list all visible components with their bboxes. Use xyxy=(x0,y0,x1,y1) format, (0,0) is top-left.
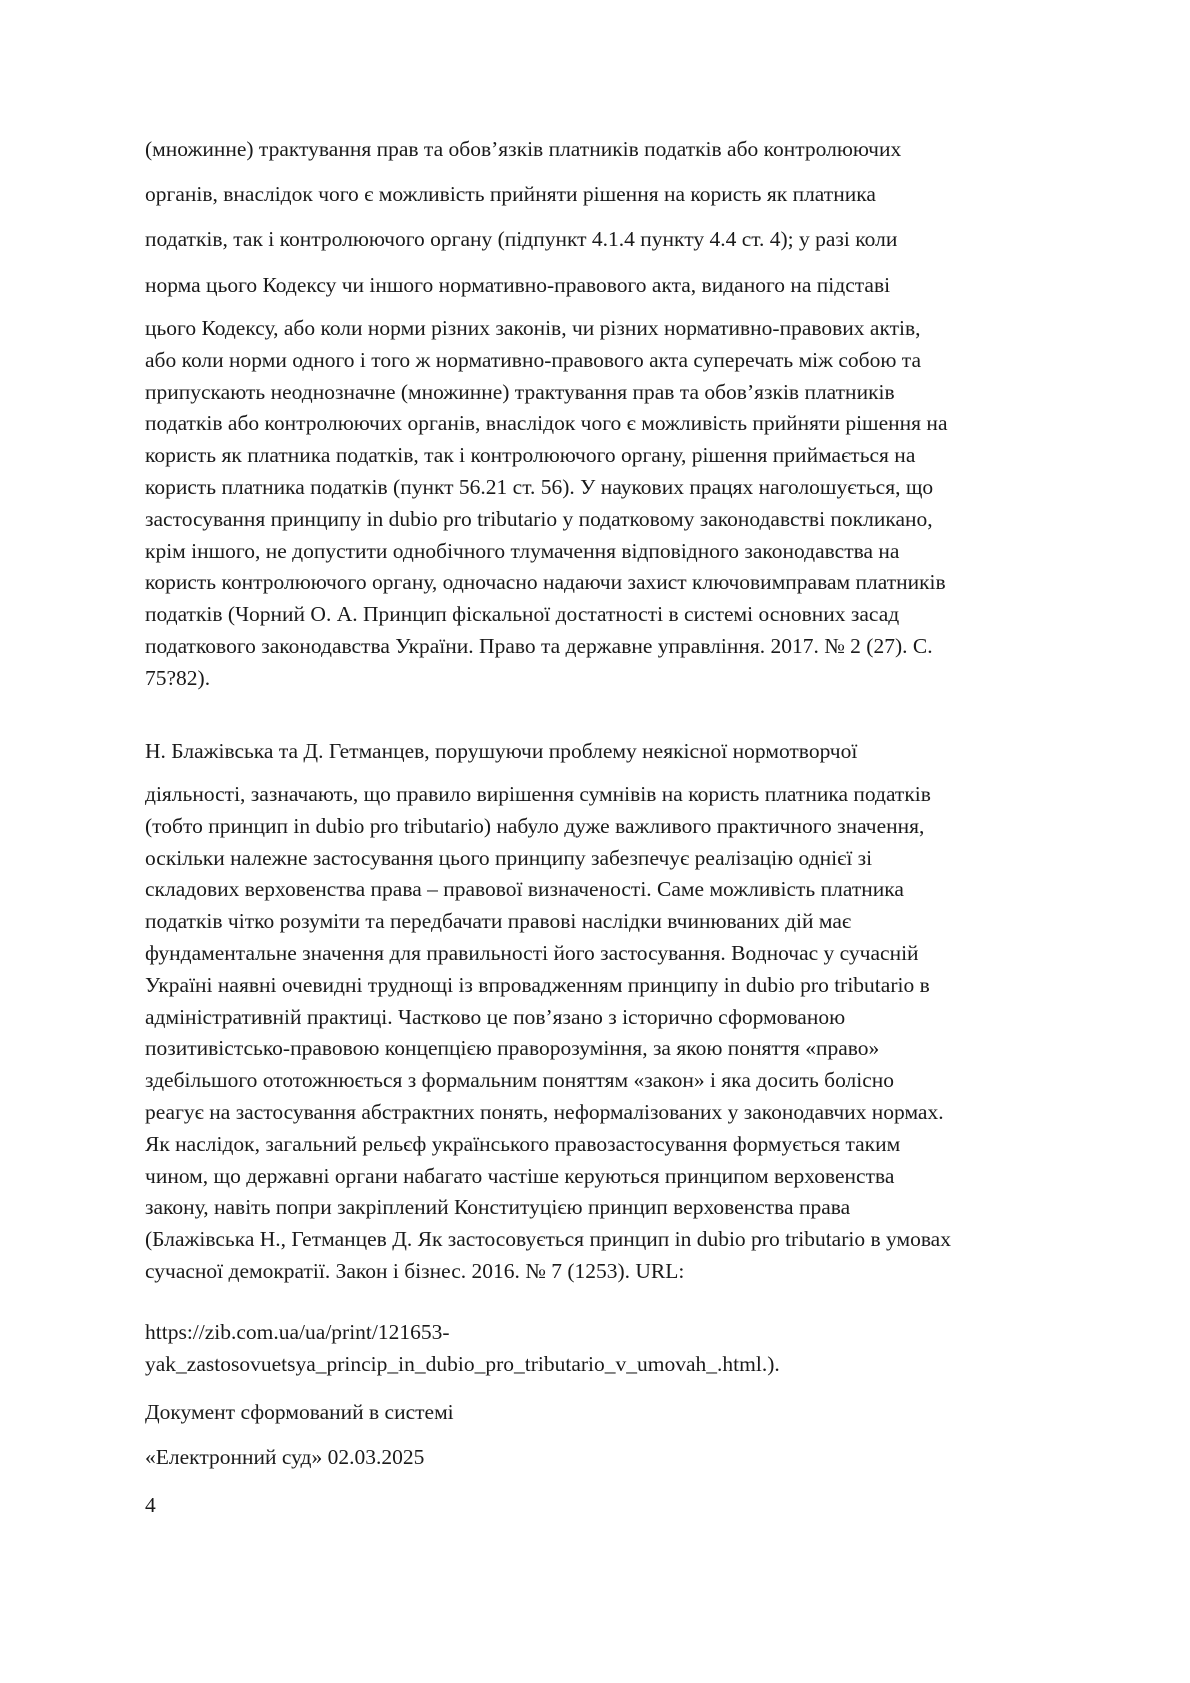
text-line: податків (Чорний О. А. Принцип фіскальної достатності в системі основних засад xyxy=(145,602,900,627)
paragraph-blazhivska xyxy=(145,779,1050,1288)
text-line: фундаментальне значення для правильності його застосування. Водночас у сучасній xyxy=(145,940,919,965)
text-line: здебільшого ототожнюється з формальним поняттям «закон» і яка досить болісно xyxy=(145,1068,895,1093)
text-line: сучасної демократії. Закон і бізнес. 2016. № 7 (1253). URL: xyxy=(145,1258,685,1283)
text-line: Н. Блажівська та Д. Гетманцев, порушуючи проблему неякісної нормотворчої xyxy=(145,739,858,763)
text-line: податкового законодавства України. Право та державне управління. 2017. № 2 (27). С. xyxy=(145,633,933,658)
text-line: реагує на застосування абстрактних понять, неформалізованих у законодавчих нормах. xyxy=(145,1099,944,1124)
footer-system-line: Документ сформований в системі xyxy=(145,1400,454,1424)
text-line: оскільки належне застосування цього принципу забезпечує реалізацію однієї зі xyxy=(145,845,873,870)
text-line: позитивістсько-правовою концепцією праворозуміння, за якою поняття «право» xyxy=(145,1036,880,1061)
text-line: припускають неоднозначне (множинне) трактування прав та обов’язків платників xyxy=(145,379,895,404)
text-line: Як наслідок, загальний рельєф українського правозастосування формується таким xyxy=(145,1131,901,1156)
text-line: https://zib.com.ua/ua/print/121653- xyxy=(145,1320,450,1344)
text-line: Україні наявні очевидні труднощі із впровадженням принципу in dubio pro tributario в xyxy=(145,972,930,997)
text-line: органів, внаслідок чого є можливість прийняти рішення на користь як платника xyxy=(145,182,876,206)
page-number: 4 xyxy=(145,1493,156,1517)
text-line: податків, так і контролюючого органу (підпункт 4.1.4 пункту 4.4 ст. 4); у разі коли xyxy=(145,227,898,251)
text-line: адміністративній практиці. Частково це пов’язано з історично сформованою xyxy=(145,1004,846,1029)
text-line: складових верховенства права – правової визначеності. Саме можливість платника xyxy=(145,877,904,902)
text-line: користь платника податків (пункт 56.21 ст. 56). У наукових працях наголошується, що xyxy=(145,474,934,499)
text-line: (множинне) трактування прав та обов’язків платників податків або контролюючих xyxy=(145,137,902,161)
text-line: або коли норми одного і того ж нормативно-правового акта суперечать між собою та xyxy=(145,347,921,372)
text-line: крім іншого, не допустити однобічного тлумачення відповідного законодавства на xyxy=(145,538,900,563)
text-line: податків або контролюючих органів, внаслідок чого є можливість прийняти рішення на xyxy=(145,411,948,436)
text-line: користь контролюючого органу, одночасно надаючи захист ключовимправам платників xyxy=(145,570,946,595)
text-line: податків чітко розуміти та передбачати правові наслідки вчинюваних дій має xyxy=(145,909,852,934)
text-line: закону, навіть попри закріплений Конституцією принцип верховенства права xyxy=(145,1195,851,1220)
url-reference xyxy=(145,1317,1050,1381)
paragraph-tax-code xyxy=(145,313,1050,695)
text-line: норма цього Кодексу чи іншого нормативно-правового акта, виданого на підставі xyxy=(145,273,891,297)
footer-court-date: «Електронний суд» 02.03.2025 xyxy=(145,1445,425,1469)
text-line: чином, що державні органи набагато частіше керуються принципом верховенства xyxy=(145,1163,895,1188)
text-line: 75?82). xyxy=(145,665,211,690)
text-line: користь як платника податків, так і контролюючого органу, рішення приймається на xyxy=(145,443,916,468)
text-line: цього Кодексу, або коли норми різних законів, чи різних нормативно-правових актів, xyxy=(145,316,921,340)
text-line: (Блажівська Н., Гетманцев Д. Як застосовується принцип in dubio pro tributario в умовах xyxy=(145,1227,951,1252)
text-line: застосування принципу in dubio pro tributario у податковому законодавстві покликано, xyxy=(145,506,933,531)
text-line: yak_zastosovuetsya_princip_in_dubio_pro_tributario_v_umovah_.html.). xyxy=(145,1351,780,1376)
text-line: (тобто принцип in dubio pro tributario) набуло дуже важливого практичного значення, xyxy=(145,813,925,838)
text-line: діяльності, зазначають, що правило вирішення сумнівів на користь платника податків xyxy=(145,782,931,806)
